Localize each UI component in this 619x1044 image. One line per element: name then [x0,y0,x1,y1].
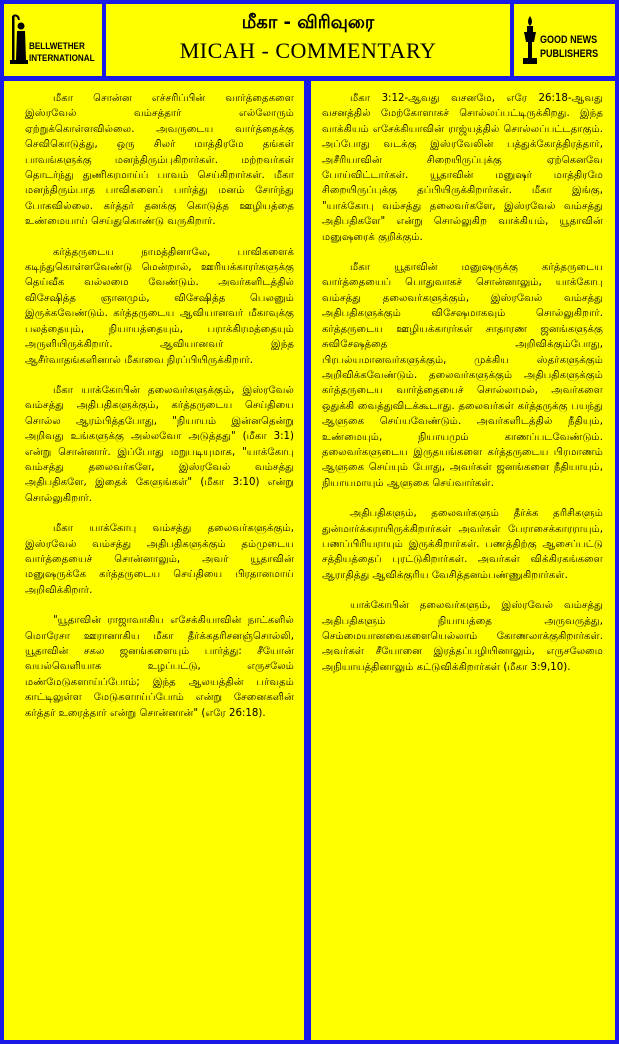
left-paragraph-4: மீகா யாக்கோபு வம்சத்து தலைவர்களுக்கும், இஸ்ரவேல் வம்சத்து அதிபதிகளுக்கும் தம்முடைய வார்த்தையைச் சொன்னாலும், அவர் யூதாவின் மனுஷருக்கே கர்த்தருடைய செய்தியை பிரதானமாய் அறிவிக்கிறார். [25,523,294,596]
page-title-tamil: மீகா - விரிவுரை [241,12,375,33]
left-paragraph-5: "யூதாவின் ராஜாவாகிய எசேக்கியாவின் நாட்களில் மொரேசா ஊரானாகிய மீகா தீர்க்கதரிசனஞ்சொல்லி, யூதாவின் சகல ஜனங்களையும் பார்த்து: சீயோன் வயல்வெளியாக உழப்பட்டு, எருசலேம் மண்மேடுகளாய்ப்போம்; இந்த ஆலயத்தின் பர்வதம் காட்டிலுள்ள மேடுகளாய்ப்போம் என்று சேனைகளின் கர்த்தர் உரைத்தார் என்று சொன்னான்" (எரே 26:18). [25,615,294,719]
right-paragraph-4: யாக்கோபின் தலைவர்களும், இஸ்ரவேல் வம்சத்து அதிபதிகளும் நியாயத்தை அருவருத்து, செம்மையானவைகளையெல்லாம் கோணலாக்குகிறார்கள். அவர்கள் சீயோனை இரத்தப்பழியினாலும், எருசலேமை அநியாயத்தினாலும் கட்டுவிக்கிறார்கள் (மீகா 3:9,10). [322,600,603,673]
bellwether-logo-line2: INTERNATIONAL [29,53,95,63]
header-right-logo-panel [514,4,615,76]
header-title-panel [106,4,510,76]
page-title-english: MICAH - COMMENTARY [179,38,437,63]
right-paragraph-2: மீகா யூதாவின் மனுஷருக்கு கர்த்தருடைய வார்த்தையைப் பொதுவாகச் சொன்னாலும், யாக்கோபு வம்சத்து தலைவர்களுக்கும், இஸ்ரவேல் வம்சத்து அதிபதிகளுக்கும் விசேஷமாகவும் சொல்லுகிறார். கர்த்தருடைய ஊழியக்காரர்கள் சாதாரண ஜனங்களுக்கு சுவிசேஷத்தை அறிவிக்கும்போது, பிரபல்யமானவர்களுக்கும், முக்கிய ஸ்தர்களுக்கும் அறிவிக்கவேண்டும். தலைவர்களுக்கும் அதிபதிகளுக்கும் கர்த்தருடைய வார்த்தையைச் சொல்லாமல், அவர்களை ஒதுக்கி வைத்துவிடக்கூடாது. தலைவர்கள் கர்த்தருக்கு பயந்து ஆளுகை செய்யவேண்டும். அவர்களிடத்தில் நீதியும், உண்மையும், நியாயமும் காணப்படவேண்டும். தலைவர்களுடைய இருதயங்களை கர்த்தருடைய பிரமாணம் ஆளுகை செய்யும் போது, அவர்கள் ஜனங்களை நீதியாயும், நியாயமாயும் ஆளுகை செய்வார்கள். [322,262,603,489]
left-paragraph-1: மீகா சொன்ன எச்சரிப்பின் வார்த்தைகளை இஸ்ரவேல் வம்சத்தார் எல்லோரும் ஏற்றுக்கொள்ளவில்லை. அவருடைய வார்த்தைக்கு செவிகொடுத்து, ஒரு சிலர் மாத்திரமே தங்கள் பாவங்களுக்கு மனந்திரும்புகிறார்கள். மற்றவர்கள் தொடர்ந்து துணிகரமாய்ப் பாவம் செய்கிறார்கள். மீகா மனந்திரும்பாத பாவிகளைப் பார்த்து மனம் சோர்ந்து போகவில்லை. கர்த்தர் தனக்கு கொடுத்த ஊழியத்தை உண்மையாய் செய்துகொண்டு வருகிறார். [25,93,294,228]
right-paragraph-1: மீகா 3:12-ஆவது வசனமே, எரே 26:18-ஆவது வசனத்தில் மேற்கோளாகச் சொல்லப்பட்டிருக்கிறது. இந்த வாக்கியம் எசேக்கியாவின் ராஜ்யத்தில் சொல்லப்பட்டதாகும். அப்போது வடக்கு இஸ்ரவேலின் பத்துக்கோத்திரத்தார், அசீரியாவின் சிறையிருப்புக்கு ஏற்கெனவே போய்விட்டார்கள். யூதாவின் மனுஷர் மாத்திரமே சிறையிருப்புக்கு தப்பியிருக்கிறார்கள். மீகா இங்கு, "யாக்கோபு வம்சத்து தலைவர்களே, இஸ்ரவேல் வம்சத்து அதிபதிகளே" என்று சொல்லுகிற வாக்கியம், யூதாவின் மனுஷரைக் குறிக்கும். [322,93,603,243]
shepherd-figure-icon [10,14,28,66]
right-paragraph-3: அதிபதிகளும், தலைவர்களும் தீர்க்க தரிசிகளும் துன்மார்க்கராயிருக்கிறார்கள் அவர்கள் பேராசைக்காரராயும், பணப்பிரியராயும் இருக்கிறார்கள். பணத்திற்கு ஆசைப்பட்டு சத்தியத்தைப் புரட்டுகிறார்கள். அவர்கள் விக்கிரகங்களை ஆராதித்து ஆவிக்குரிய வேசித்தனம்பண்ணுகிறார்கள். [322,508,603,581]
lamp-icon [522,14,538,66]
good-news-logo-line2: PUBLISHERS [540,48,599,60]
left-paragraph-3: மீகா யாக்கோபின் தலைவர்களுக்கும், இஸ்ரவேல் வம்சத்து அதிபதிகளுக்கும், கர்த்தருடைய செய்தியை சொல்ல ஆரம்பித்தபோது, "நியாயம் இன்னதென்று அறிவது உங்களுக்கு அல்லவோ அடுத்தது" (மீகா 3:1) என்று சொன்னார். இப்போது மறுபடியுமாக, "யாக்கோபு வம்சத்து தலைவர்களே, இஸ்ரவேல் வம்சத்து அதிபதிகளே, இதைக் கேளுங்கள்" (மீகா 3:10) என்று சொல்லுகிறார். [25,384,294,504]
bellwether-logo-line1: BELLWETHER [29,41,85,51]
left-paragraph-2: கர்த்தருடைய நாமத்தினாலே, பாவிகளைக் கடிந்துகொள்ளவேண்டு மென்றால், ஊரியக்காரர்களுக்கு தெய்வீக வல்லமை வேண்டும். அவர்களிடத்தில் விசேஷித்த ஞானமும், விசேஷித்த பெலனும் இருக்கவேண்டும். கர்த்தருடைய ஆவியானவர் மீகாவுக்கு பலத்தையும், நியாயத்தையும், பராக்கிரமத்தையும் அருளியிருக்கிறார். ஆவியானவர் இந்த ஆசீர்வாதங்களினால் மீகாவை நிரப்பியிருக்கிறார். [25,246,294,366]
good-news-logo-line1: GOOD NEWS [540,34,598,46]
right-text-column [311,81,615,1040]
header-left-logo-panel [4,4,102,76]
left-text-column [4,81,304,1040]
